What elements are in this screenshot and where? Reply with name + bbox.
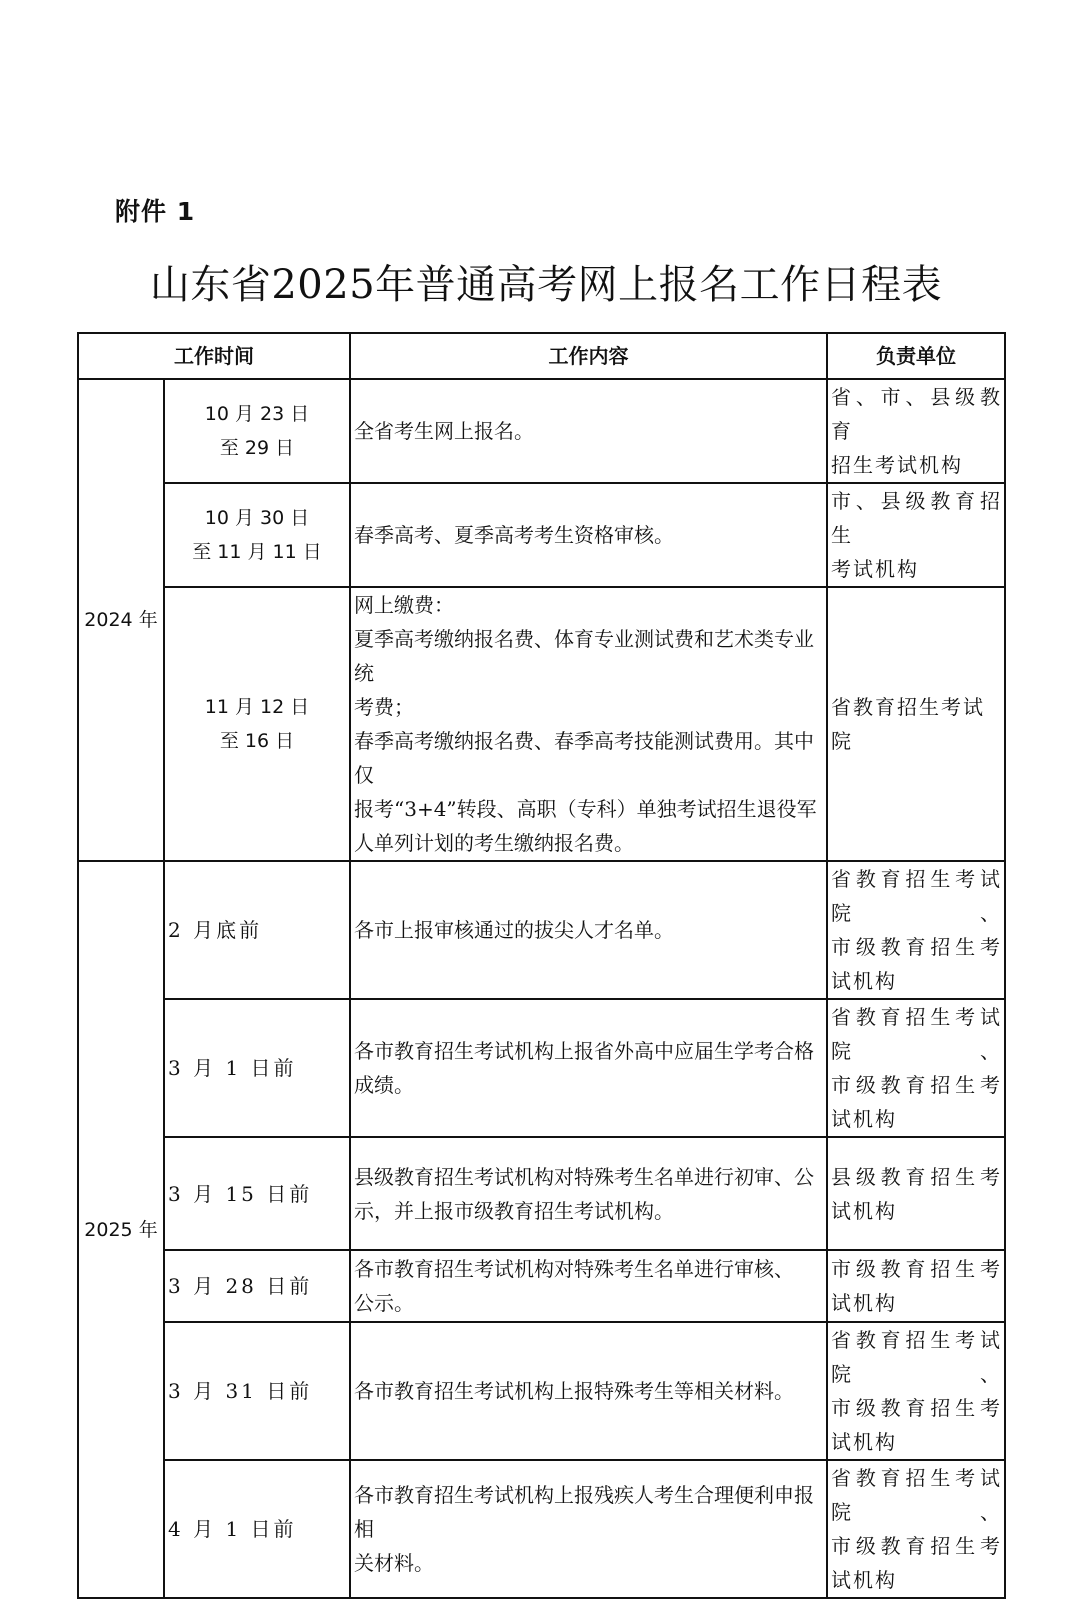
content-line: 各市上报审核通过的拔尖人才名单。 <box>354 918 674 942</box>
time-line: 至 29 日 <box>219 437 295 459</box>
unit-line: 考试机构 <box>831 557 919 581</box>
unit-line: 试机构 <box>831 1430 897 1454</box>
time-cell: 3 月 15 日前 <box>164 1137 350 1250</box>
unit-cell <box>827 861 1005 999</box>
unit-line: 省、市、县级教育 <box>831 385 1002 443</box>
unit-cell <box>827 1137 1005 1250</box>
content-cell <box>350 861 827 999</box>
unit-line: 试机构 <box>831 1291 897 1315</box>
table-row <box>78 587 1005 861</box>
header-content: 工作内容 <box>350 333 827 379</box>
time-line: 11 月 12 日 <box>204 696 310 718</box>
document-title: 山东省2025年普通高考网上报名工作日程表 <box>149 262 943 308</box>
unit-line: 市级教育招生考 <box>831 1073 1002 1097</box>
content-line: 关材料。 <box>354 1551 434 1575</box>
header-unit: 负责单位 <box>827 333 1005 379</box>
content-line: 县级教育招生考试机构对特殊考生名单进行初审、公 <box>354 1164 814 1189</box>
content-cell <box>350 999 827 1137</box>
unit-line: 省教育招生考试院、 <box>831 1328 1002 1386</box>
content-line: 全省考生网上报名。 <box>354 419 534 443</box>
content-line: 考费； <box>354 695 414 719</box>
content-cell <box>350 1137 827 1250</box>
content-line: 成绩。 <box>354 1073 414 1097</box>
content-line: 各市教育招生考试机构上报省外高中应届生学考合格 <box>354 1039 814 1063</box>
year-cell-2025: 2025 年 <box>78 861 164 1598</box>
unit-line: 省教育招生考试院 <box>831 695 985 753</box>
time-cell: 2 月底前 <box>164 861 350 999</box>
unit-cell <box>827 1250 1005 1322</box>
content-cell <box>350 587 827 861</box>
content-cell <box>350 1250 827 1322</box>
unit-line: 市级教育招生考 <box>831 935 1002 959</box>
content-cell <box>350 379 827 483</box>
unit-line: 市级教育招生考 <box>831 1534 1002 1558</box>
unit-line: 试机构 <box>831 1107 897 1131</box>
content-line: 公示。 <box>354 1291 414 1315</box>
time-cell: 3 月 28 日前 <box>164 1250 350 1322</box>
unit-line: 省教育招生考试院、 <box>831 1005 1002 1063</box>
unit-cell <box>827 379 1005 483</box>
table-row <box>78 483 1005 587</box>
header-time: 工作时间 <box>78 333 350 379</box>
table-row <box>78 1460 1005 1598</box>
time-cell <box>164 379 350 483</box>
content-line: 报考“3+4”转段、高职（专科）单独考试招生退役军 <box>354 797 817 821</box>
unit-line: 市级教育招生考 <box>831 1396 1002 1420</box>
content-line: 示，并上报市级教育招生考试机构。 <box>354 1198 674 1223</box>
unit-cell <box>827 587 1005 861</box>
time-cell: 4 月 1 日前 <box>164 1460 350 1598</box>
content-line: 夏季高考缴纳报名费、体育专业测试费和艺术类专业统 <box>354 627 814 685</box>
unit-cell <box>827 1322 1005 1460</box>
table-row <box>78 379 1005 483</box>
time-line: 10 月 30 日 <box>204 507 310 529</box>
year-cell-2024: 2024 年 <box>78 379 164 861</box>
unit-line: 招生考试机构 <box>831 453 963 477</box>
content-line: 各市教育招生考试机构上报特殊考生等相关材料。 <box>354 1379 794 1403</box>
attachment-label: 附件 1 <box>115 197 196 226</box>
unit-cell <box>827 483 1005 587</box>
content-cell <box>350 1460 827 1598</box>
unit-line: 试机构 <box>831 1568 897 1592</box>
content-line: 人单列计划的考生缴纳报名费。 <box>354 831 634 855</box>
content-line: 春季高考、夏季高考考生资格审核。 <box>354 523 674 547</box>
time-line: 10 月 23 日 <box>204 403 310 425</box>
time-line: 至 16 日 <box>219 730 295 752</box>
unit-line: 省教育招生考试院、 <box>831 1466 1002 1524</box>
table-header-row <box>78 333 1005 379</box>
table-row <box>78 1322 1005 1460</box>
table-row <box>78 999 1005 1137</box>
unit-cell <box>827 999 1005 1137</box>
time-cell <box>164 483 350 587</box>
table-row <box>78 861 1005 999</box>
content-cell <box>350 1322 827 1460</box>
content-line: 春季高考缴纳报名费、春季高考技能测试费用。其中仅 <box>354 729 814 787</box>
schedule-table <box>77 332 1006 1599</box>
unit-line: 省教育招生考试院、 <box>831 867 1002 925</box>
unit-line: 县级教育招生考 <box>831 1164 1002 1189</box>
unit-cell <box>827 1460 1005 1598</box>
time-cell: 3 月 1 日前 <box>164 999 350 1137</box>
unit-line: 市级教育招生考 <box>831 1257 1002 1281</box>
content-line: 网上缴费： <box>354 593 454 617</box>
table-row <box>78 1250 1005 1322</box>
content-line: 各市教育招生考试机构上报残疾人考生合理便利申报相 <box>354 1483 814 1541</box>
unit-line: 试机构 <box>831 969 897 993</box>
time-cell: 3 月 31 日前 <box>164 1322 350 1460</box>
unit-line: 市、县级教育招生 <box>831 489 1002 547</box>
content-line: 各市教育招生考试机构对特殊考生名单进行审核、 <box>354 1257 794 1281</box>
table-row <box>78 1137 1005 1250</box>
time-cell <box>164 587 350 861</box>
unit-line: 试机构 <box>831 1198 897 1223</box>
content-cell <box>350 483 827 587</box>
time-line: 至 11 月 11 日 <box>192 541 322 563</box>
